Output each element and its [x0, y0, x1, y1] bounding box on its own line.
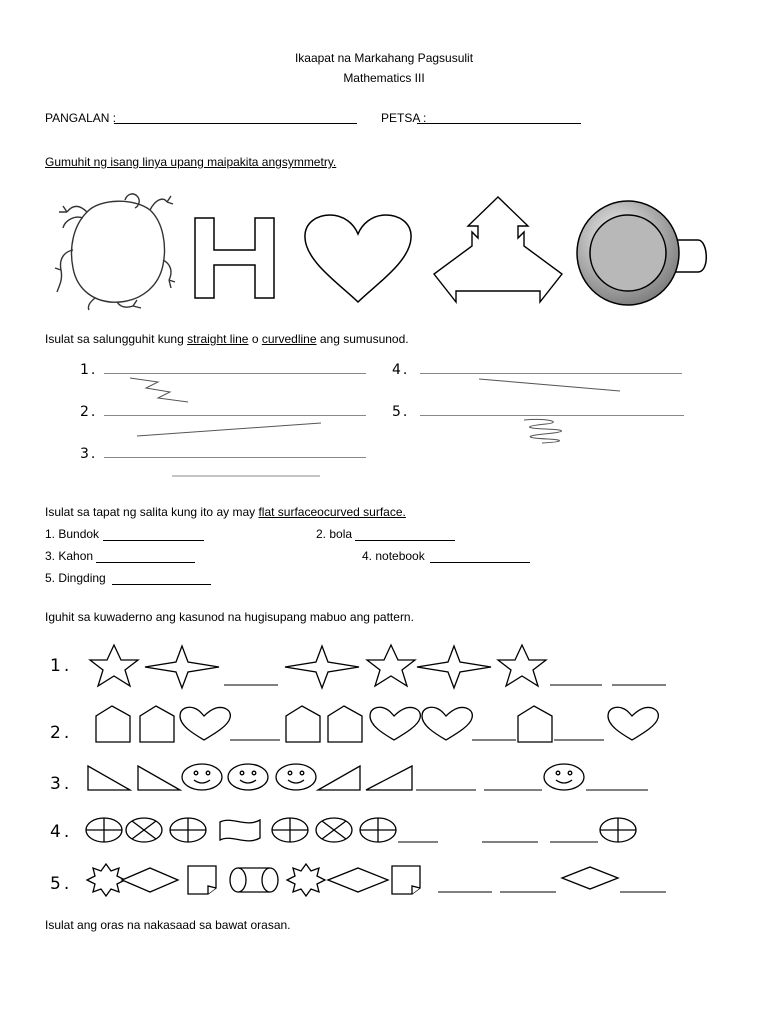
smiley-icon: [276, 764, 316, 790]
diamond-icon: [562, 867, 618, 889]
horizontal-line-icon: [172, 474, 322, 478]
surface-item: 2. bola: [316, 527, 353, 541]
spiral-line-icon: [516, 418, 576, 444]
line-item-number: 4.: [392, 362, 410, 378]
eight-point-star-icon: [87, 864, 125, 896]
smiley-icon: [182, 764, 222, 790]
pattern-row-4: [84, 816, 674, 846]
star-icon: [90, 645, 138, 686]
pentagon-house-icon: [518, 706, 552, 742]
letter-h-icon: [194, 217, 276, 299]
folded-page-icon: [188, 866, 216, 894]
circle-x-icon: [316, 818, 352, 842]
line-item-blank[interactable]: [420, 415, 684, 416]
circle-plus-icon: [600, 818, 636, 842]
heart-shape-icon: [370, 707, 420, 740]
surface-blank[interactable]: [96, 562, 195, 563]
diamond-icon: [122, 868, 178, 892]
line-item-blank[interactable]: [104, 415, 366, 416]
heart-icon: [302, 214, 414, 304]
pentagon-house-icon: [286, 706, 320, 742]
wavy-flag-icon: [220, 820, 260, 841]
circle-plus-icon: [86, 818, 122, 842]
cup-icon: [576, 200, 710, 306]
arrow-shape-icon: [432, 196, 564, 306]
diagonal-line-icon: [136, 420, 326, 440]
pattern-row-2: [84, 704, 674, 746]
pattern-row-number: 1.: [50, 656, 73, 676]
line-item-blank[interactable]: [104, 457, 366, 458]
pattern-instruction: Iguhit sa kuwaderno ang kasunod na hugisupang mabuo ang pattern.: [45, 610, 414, 624]
heart-shape-icon: [608, 707, 658, 740]
smiley-icon: [228, 764, 268, 790]
cylinder-icon: [230, 868, 278, 892]
surface-blank[interactable]: [112, 584, 211, 585]
name-label: PANGALAN :: [45, 111, 117, 125]
surface-item: 3. Kahon: [45, 549, 94, 563]
line-item-number: 3.: [80, 446, 98, 462]
name-blank[interactable]: [114, 123, 357, 124]
circle-plus-icon: [170, 818, 206, 842]
line-item-blank[interactable]: [104, 373, 366, 374]
right-triangle-icon: [366, 766, 412, 790]
eight-point-star-icon: [287, 864, 325, 896]
pattern-row-1: [84, 642, 674, 690]
zigzag-line-icon: [128, 376, 198, 406]
line-item-number: 5.: [392, 404, 410, 420]
date-label: PETSA :: [381, 111, 427, 125]
frog-icon: [55, 190, 175, 310]
pentagon-house-icon: [140, 706, 174, 742]
pattern-row-number: 5.: [50, 874, 73, 894]
heart-shape-icon: [180, 707, 230, 740]
surface-blank[interactable]: [103, 540, 204, 541]
line-item-blank[interactable]: [420, 373, 682, 374]
circle-plus-icon: [272, 818, 308, 842]
pattern-row-number: 4.: [50, 822, 73, 842]
symmetry-instruction: Gumuhit ng isang linya upang maipakita angsymmetry.: [45, 155, 337, 169]
pentagon-house-icon: [328, 706, 362, 742]
star-icon: [367, 645, 415, 686]
smiley-icon: [544, 764, 584, 790]
exam-title: Ikaapat na Markahang Pagsusulit: [294, 51, 474, 65]
surface-instruction: Isulat sa tapat ng salita kung ito ay may flat surfaceocurved surface.: [45, 505, 406, 519]
line-type-instruction: Isulat sa salungguhit kung straight line o curvedline ang sumusunod.: [45, 332, 409, 346]
right-triangle-icon: [88, 766, 130, 790]
clock-instruction: Isulat ang oras na nakasaad sa bawat orasan.: [45, 918, 291, 932]
pattern-row-number: 3.: [50, 774, 73, 794]
line-item-number: 1.: [80, 362, 98, 378]
circle-plus-icon: [360, 818, 396, 842]
slanted-line-icon: [478, 377, 623, 393]
pattern-row-number: 2.: [50, 723, 73, 743]
diamond-icon: [328, 868, 388, 892]
line-item-number: 2.: [80, 404, 98, 420]
pentagon-house-icon: [96, 706, 130, 742]
surface-item: 5. Dingding: [45, 571, 106, 585]
surface-blank[interactable]: [355, 540, 455, 541]
folded-page-icon: [392, 866, 420, 894]
surface-item: 4. notebook: [362, 549, 425, 563]
exam-subject: Mathematics III: [343, 71, 425, 85]
four-point-star-icon: [285, 646, 359, 688]
four-point-star-icon: [145, 646, 219, 688]
star-icon: [498, 645, 546, 686]
pattern-row-3: [84, 762, 674, 794]
date-blank[interactable]: [417, 123, 581, 124]
circle-x-icon: [126, 818, 162, 842]
right-triangle-icon: [318, 766, 360, 790]
four-point-star-icon: [417, 646, 491, 688]
right-triangle-icon: [138, 766, 180, 790]
pattern-row-5: [84, 862, 684, 898]
heart-shape-icon: [422, 707, 472, 740]
surface-item: 1. Bundok: [45, 527, 100, 541]
surface-blank[interactable]: [430, 562, 530, 563]
